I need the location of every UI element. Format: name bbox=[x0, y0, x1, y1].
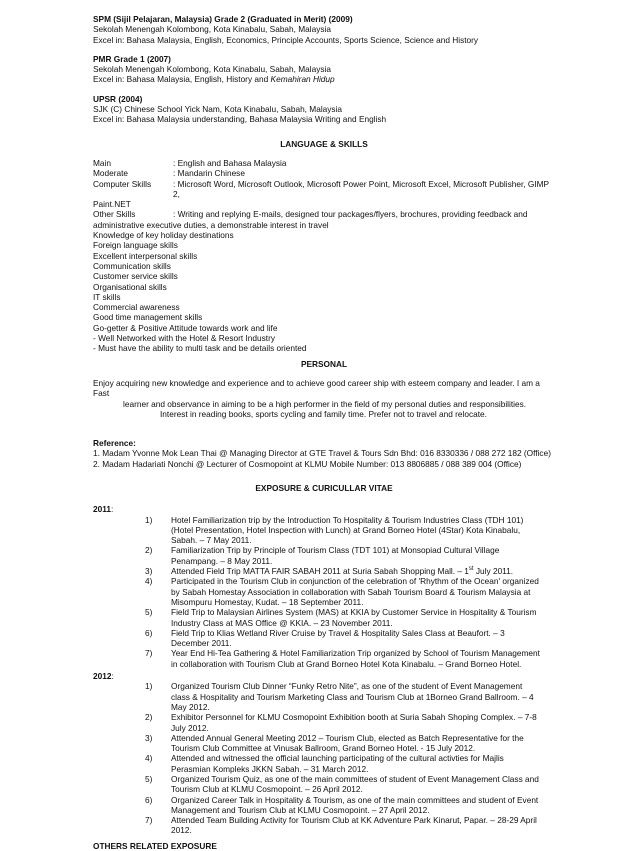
lang-key: Other Skills bbox=[93, 209, 136, 220]
pmr-excel-line bbox=[93, 74, 555, 84]
exposure-item bbox=[93, 607, 555, 628]
skill-item: Customer service skills bbox=[93, 271, 178, 282]
exposure-item-text: Attended Annual General Meeting 2012 – Tourism Club, elected as Batch Representative for the Tourism Club Committee at Vinusak Ballroom, Grand Borneo Hotel. - 15 July 2012. bbox=[171, 732, 524, 754]
exposure-item-text: Organized Tourism Club Dinner “Funky Retro Nite”, as one of the student of Event Management class & Hospitality and Tourism Marketing Class and Tourism Club at 1Borneo Grand Ballroom. – 4 May 2012. bbox=[171, 681, 534, 712]
exposure-item-text: Exhibitor Personnel for KLMU Cosmopoint Exhibition booth at Suria Sabah Shoping Complex. – 7-8 July 2012. bbox=[171, 712, 537, 733]
skill-item: Organisational skills bbox=[93, 281, 167, 292]
skill-item: Good time management skills bbox=[93, 312, 203, 323]
language-skills-section bbox=[93, 139, 555, 354]
exposure-item-text: Participated in the Tourism Club in conjunction of the celebration of 'Rhythm of the Ocean' organized by Sabah Homestay Association in collaboration with Sabah Tourism Board & Tourism Malaysia at Misompuru Homestay, Kudat. – 18 September 2011. bbox=[171, 576, 539, 607]
paint-net: Paint.NET bbox=[93, 199, 131, 210]
personal-line-3: Interest in reading books, sports cycling and family time. Prefer not to travel and relocate. bbox=[160, 408, 487, 419]
exposure-item-text: Organized Tourism Quiz, as one of the main committees of student of Event Management Class and Tourism Club at KLMU Cosmopoint. – 26 April 2012. bbox=[171, 774, 539, 795]
exposure-item-number: 3) bbox=[145, 566, 153, 577]
lang-row-other bbox=[93, 209, 555, 219]
skill-item: Foreign language skills bbox=[93, 240, 178, 251]
lang-row-moderate bbox=[93, 168, 555, 178]
reference-item: 2. Madam Hadariati Nonchi @ Lecturer of Cosmopoint at KLMU Mobile Number: 013 8806885 / 088 389 004 (Office) bbox=[93, 458, 522, 469]
exposure-item-text: Attended Field Trip MATTA FAIR SABAH 2011 at Suria Sabah Shopping Mall. – 1st July 2011. bbox=[171, 566, 514, 577]
exposure-item-number: 7) bbox=[145, 648, 153, 659]
resume-page bbox=[93, 14, 555, 851]
skill-item: Knowledge of key holiday destinations bbox=[93, 230, 234, 241]
lang-value: : Mandarin Chinese bbox=[173, 168, 245, 179]
exposure-item bbox=[93, 648, 555, 669]
language-skills-heading: LANGUAGE & SKILLS bbox=[280, 138, 368, 149]
exposure-item-number: 5) bbox=[145, 607, 153, 618]
exposure-item bbox=[93, 576, 555, 607]
skill-item: - Must have the ability to multi task and be details oriented bbox=[93, 343, 307, 354]
exposure-item bbox=[93, 712, 555, 733]
lang-key: Computer Skills bbox=[93, 178, 152, 189]
personal-section bbox=[93, 359, 555, 419]
exposure-heading: EXPOSURE & CURICULLAR VITAE bbox=[255, 482, 393, 493]
exposure-item-number: 4) bbox=[145, 576, 153, 587]
exposure-item-number: 3) bbox=[145, 732, 153, 743]
exposure-item-text: Year End Hi-Tea Gathering & Hotel Familiarization Trip organized by School of Tourism Management in collaboration with Tourism Club at Grand Borneo Hotel Kota Kinabalu. – Grand Borneo Hotel. bbox=[171, 648, 540, 669]
lang-row-main bbox=[93, 158, 555, 168]
exposure-item bbox=[93, 795, 555, 816]
year-label: 2012: bbox=[93, 671, 114, 682]
spm-excel: Excel in: Bahasa Malaysia, English, Economics, Principle Accounts, Sports Science, Science and History bbox=[93, 34, 479, 45]
skill-item: - Well Networked with the Hotel & Resort Industry bbox=[93, 333, 275, 344]
exposure-section bbox=[93, 483, 555, 836]
reference-item: 1. Madam Yvonne Mok Lean Thai @ Managing Director at GTE Travel & Tours Sdn Bhd: 016 8330336 / 088 272 182 (Office) bbox=[93, 448, 551, 459]
exposure-item bbox=[93, 628, 555, 649]
exposure-item-number: 1) bbox=[145, 514, 153, 525]
lang-key: Moderate bbox=[93, 168, 129, 179]
other-skills-cont: administrative executive duties, a demonstrable interest in travel bbox=[93, 219, 329, 230]
exposure-item-text: Attended Team Building Activity for Tourism Club at KK Adventure Park Kinarut, Papar. – 28-29 April 2012. bbox=[171, 815, 537, 836]
lang-value: : Writing and replying E-mails, designed tour packages/flyers, brochures, providing feedback and bbox=[173, 209, 528, 220]
exposure-item-number: 7) bbox=[145, 815, 153, 826]
personal-heading: PERSONAL bbox=[300, 358, 348, 369]
skill-item: Excellent interpersonal skills bbox=[93, 250, 198, 261]
exposure-item bbox=[93, 753, 555, 774]
others-heading: OTHERS RELATED EXPOSURE bbox=[93, 840, 217, 851]
year-2012-list bbox=[93, 681, 555, 835]
education-section bbox=[93, 14, 555, 125]
exposure-item-number: 6) bbox=[145, 627, 153, 638]
upsr-excel: Excel in: Bahasa Malaysia understanding, Bahasa Malaysia Writing and English bbox=[93, 114, 387, 125]
exposure-item-number: 4) bbox=[145, 753, 153, 764]
year-label: 2011: bbox=[93, 504, 114, 515]
exposure-item-text: Field Trip to Klias Wetland River Cruise by Travel & Hospitality Sales Class at Beaufort. – 3 December 2011. bbox=[171, 627, 505, 649]
exposure-item-number: 2) bbox=[145, 712, 153, 723]
exposure-item-text: Attended and witnessed the official launching participating of the cultural activties for Majlis Perasmian Kompleks JKKN Sabah. – 31 March 2012. bbox=[171, 753, 504, 774]
exposure-item bbox=[93, 733, 555, 754]
personal-line-2: learner and observance in aiming to be a high performer in the field of my personal duties and responsibilities. bbox=[123, 398, 527, 409]
exposure-item bbox=[93, 774, 555, 795]
reference-section bbox=[93, 438, 555, 469]
exposure-item bbox=[93, 566, 555, 576]
exposure-item bbox=[93, 815, 555, 836]
lang-key: Main bbox=[93, 157, 111, 168]
exposure-item bbox=[93, 681, 555, 712]
year-2011-list bbox=[93, 515, 555, 669]
exposure-item-text: Familiarization Trip by Principle of Tourism Class (TDT 101) at Monsopiad Cultural Village Penampang. – 8 May 2011. bbox=[171, 545, 500, 566]
exposure-item-text: Field Trip to Malaysian Airlines System (MAS) at KKIA by Customer Service in Hospitality & Tourism Industry Class at MAS Office @ KKIA. – 23 November 2011. bbox=[171, 607, 537, 628]
upsr-school: SJK (C) Chinese School Yick Nam, Kota Kinabalu, Sabah, Malaysia bbox=[93, 104, 343, 115]
lang-value: : English and Bahasa Malaysia bbox=[173, 157, 287, 168]
pmr-title: PMR Grade 1 (2007) bbox=[93, 53, 171, 64]
lang-row-computer bbox=[93, 179, 555, 200]
exposure-item-text: Organized Career Talk in Hospitality & Tourism, as one of the main committees and student of Event Management and Tourism Club at KLMU Cosmopoint. – 27 April 2012. bbox=[171, 794, 539, 815]
lang-value: : Microsoft Word, Microsoft Outlook, Microsoft Power Point, Microsoft Excel, Microsoft Publisher, GIMP 2, bbox=[173, 178, 549, 199]
exposure-item-number: 1) bbox=[145, 681, 153, 692]
spm-title: SPM (Sijil Pelajaran, Malaysia) Grade 2 (Graduated in Merit) (2009) bbox=[93, 14, 353, 24]
exposure-item bbox=[93, 515, 555, 546]
exposure-item bbox=[93, 545, 555, 566]
exposure-item-number: 5) bbox=[145, 774, 153, 784]
skill-item: Communication skills bbox=[93, 260, 171, 271]
skill-item: IT skills bbox=[93, 291, 121, 302]
spm-school: Sekolah Menengah Kolombong, Kota Kinabalu, Sabah, Malaysia bbox=[93, 24, 332, 35]
skill-item: Commercial awareness bbox=[93, 302, 180, 313]
pmr-excel: Excel in: Bahasa Malaysia, English, History and bbox=[93, 74, 271, 85]
exposure-item-number: 6) bbox=[145, 794, 153, 805]
reference-heading: Reference: bbox=[93, 438, 136, 449]
pmr-school: Sekolah Menengah Kolombong, Kota Kinabalu, Sabah, Malaysia bbox=[93, 64, 332, 75]
exposure-item-number: 2) bbox=[145, 545, 153, 556]
upsr-title: UPSR (2004) bbox=[93, 93, 143, 104]
personal-line-1: Enjoy acquiring new knowledge and experience and to achieve good career ship with esteem company and leader. I am a Fast bbox=[93, 377, 540, 399]
pmr-excel-italic: Kemahiran Hidup bbox=[270, 74, 335, 85]
exposure-item-text: Hotel Familiarization trip by the Introduction To Hospitality & Tourism Industries Class (TDH 101) (Hotel Presentation, Hotel Inspection with Lunch) at Grand Borneo Hotel (4Star) Kota Kinabalu, Sabah. – 7 May 2011. bbox=[171, 514, 524, 546]
skill-item: Go-getter & Positive Attitude towards work and life bbox=[93, 322, 278, 333]
